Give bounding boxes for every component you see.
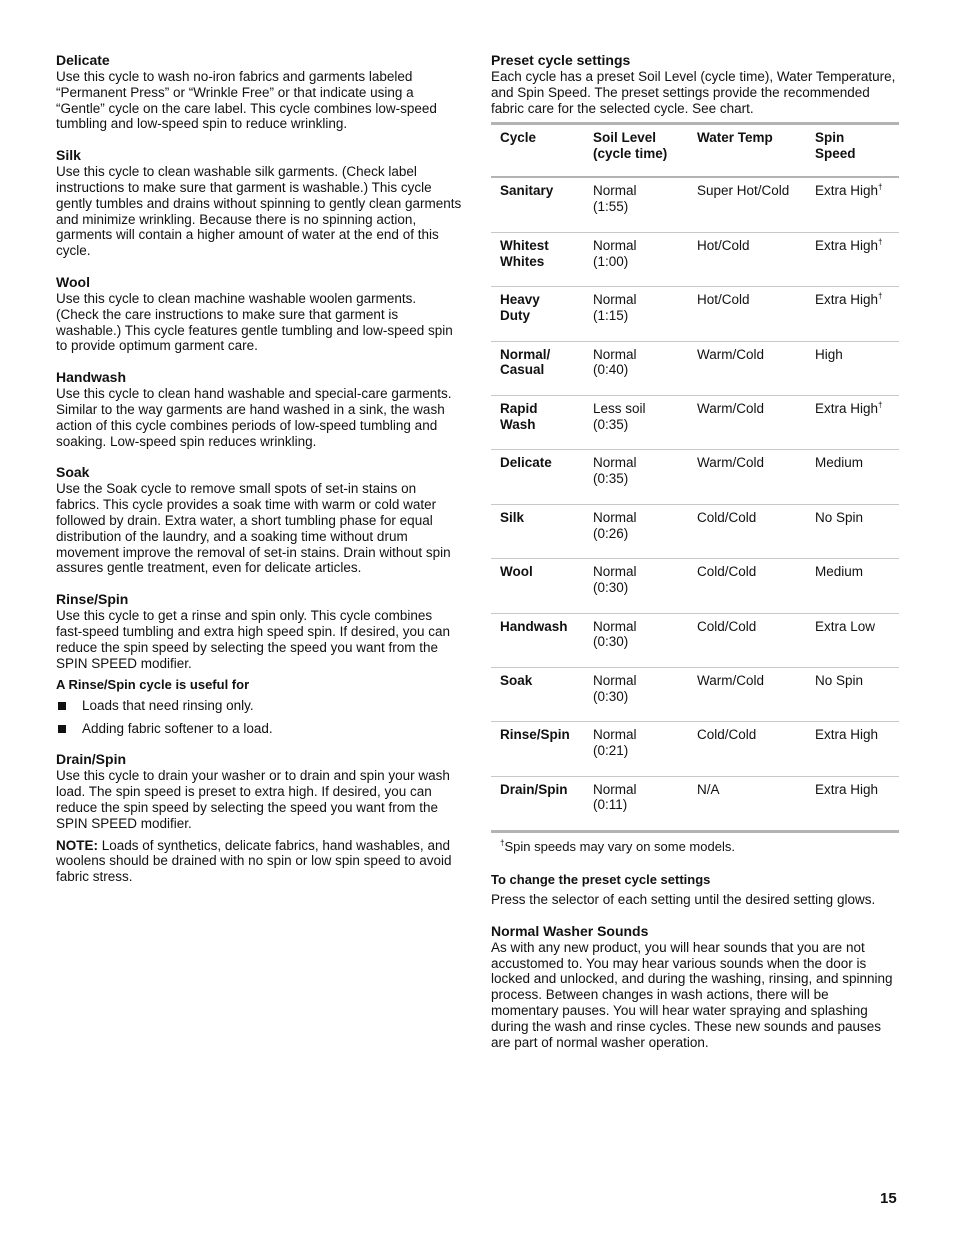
rinse-spin-list xyxy=(56,698,462,737)
cell-soil-level: Normal (0:35) xyxy=(593,455,637,487)
cell-water-temp: Cold/Cold xyxy=(697,727,757,743)
section-body: Use this cycle to clean hand washable and special-care garments. Similar to the way garments are hand washed in a sink, the wash action of this cycle combines periods of low-speed tumbling and soaking. Low-speed spin reduces wrinkling. xyxy=(56,386,452,449)
cell-spin-speed: High xyxy=(815,346,843,362)
cell-spin-speed: Extra High† xyxy=(815,400,883,416)
section-rinse-spin xyxy=(56,591,462,737)
cell-soil-level: Normal (0:21) xyxy=(593,727,637,759)
table-row xyxy=(491,232,899,286)
table-row xyxy=(491,177,899,232)
section-body: Use this cycle to wash no-iron fabrics and garments labeled “Permanent Press” or “Wrinkle Free” or that indicate using a “Gentle” cycle on the care label. This cycle combines low-speed tumbling and low-speed spin to reduce wrinkling. xyxy=(56,69,437,132)
preset-title: Preset cycle settings xyxy=(491,52,631,68)
cell-water-temp: Warm/Cold xyxy=(697,672,765,688)
cell-soil-level: Less soil (0:35) xyxy=(593,400,646,432)
section-delicate xyxy=(56,52,462,132)
table-row xyxy=(491,559,899,613)
section-title: Silk xyxy=(56,147,81,164)
cell-water-temp: Hot/Cold xyxy=(697,237,750,253)
cell-water-temp: Cold/Cold xyxy=(697,564,757,580)
cell-soil-level: Normal (1:15) xyxy=(593,292,637,323)
table-row xyxy=(491,504,899,558)
header-cycle: Cycle xyxy=(500,130,537,146)
dagger-mark: † xyxy=(500,838,505,848)
cell-cycle: Handwash xyxy=(500,618,568,634)
cell-spin-speed: Extra High† xyxy=(815,237,883,253)
cell-water-temp: N/A xyxy=(697,781,720,797)
section-title: Rinse/Spin xyxy=(56,591,129,608)
cell-cycle: Heavy Duty xyxy=(500,292,540,323)
table-row xyxy=(491,722,899,776)
list-item-text: Adding fabric softener to a load. xyxy=(82,721,273,737)
change-settings-body: Press the selector of each setting until the desired setting glows. xyxy=(491,892,876,908)
section-drain-spin xyxy=(56,751,462,885)
dagger-mark: † xyxy=(878,400,883,410)
cell-water-temp: Warm/Cold xyxy=(697,400,765,416)
washer-sounds-title: Normal Washer Sounds xyxy=(491,922,649,939)
cell-cycle: Drain/Spin xyxy=(500,781,568,797)
cell-soil-level: Normal (0:40) xyxy=(593,346,637,378)
section-body: Use the Soak cycle to remove small spots of set-in stains on fabrics. This cycle provides a soak time with warm or cold water followed by drain. Extra water, a short tumbling phase for equal distribution of the laundry, and a soaking time without drum movement improve the removal of set-in stains. Drain without spin assures gentle treatment, even for delicate articles. xyxy=(56,481,451,576)
dagger-mark: † xyxy=(878,182,883,192)
note-text: Loads of synthetics, delicate fabrics, hand washables, and woolens should be drained with no spin or low spin speed to avoid fabric stress. xyxy=(56,837,452,885)
list-item xyxy=(56,721,462,737)
header-water-temp: Water Temp xyxy=(697,130,773,146)
cell-soil-level: Normal (0:30) xyxy=(593,618,637,650)
cell-cycle: Whitest Whites xyxy=(500,237,549,269)
table-header-row xyxy=(491,124,899,178)
cell-spin-speed: Extra High xyxy=(815,781,879,797)
cell-cycle: Rapid Wash xyxy=(500,400,538,432)
cell-water-temp: Super Hot/Cold xyxy=(697,183,790,199)
cell-soil-level: Normal (1:00) xyxy=(593,237,637,269)
cell-soil-level: Normal (0:30) xyxy=(593,564,637,595)
list-item-text: Loads that need rinsing only. xyxy=(82,698,254,714)
cell-water-temp: Cold/Cold xyxy=(697,618,757,634)
section-wool xyxy=(56,274,462,354)
section-body: Use this cycle to drain your washer or to drain and spin your wash load. The spin speed is preset to extra high. If desired, you can reduce the spin speed by selecting the speed you want from the SPIN SPEED modifier. xyxy=(56,768,450,831)
section-title: Drain/Spin xyxy=(56,751,127,768)
cell-soil-level: Normal (0:30) xyxy=(593,672,637,704)
preset-cycle-table xyxy=(491,122,899,833)
cell-cycle: Normal/ Casual xyxy=(500,346,551,378)
section-body: Use this cycle to get a rinse and spin only. This cycle combines fast-speed tumbling and extra high speed spin. If desired, you can reduce the spin speed by selecting the speed you want from the SPIN SPEED modifier. xyxy=(56,608,450,671)
header-soil-level: Soil Level (cycle time) xyxy=(593,130,668,162)
cell-spin-speed: Extra High† xyxy=(815,291,883,308)
rinse-spin-subhead: A Rinse/Spin cycle is useful for xyxy=(56,677,250,693)
section-body: Use this cycle to clean washable silk garments. (Check label instructions to make sure that garment is washable.) This cycle gently tumbles and drains without spinning to gently clean garments and minimize wrinkling. Because there is no spinning action, garments will contain a higher amount of water at the end of this cycle. xyxy=(56,164,462,259)
table-row xyxy=(491,395,899,449)
right-column xyxy=(491,52,899,1050)
cell-spin-speed: Extra High† xyxy=(815,182,883,199)
cell-cycle: Wool xyxy=(500,564,533,580)
cell-water-temp: Hot/Cold xyxy=(697,292,750,308)
table-row xyxy=(491,613,899,667)
cell-soil-level: Normal (0:26) xyxy=(593,509,637,541)
cell-spin-speed: No Spin xyxy=(815,672,864,688)
change-settings-title: To change the preset cycle settings xyxy=(491,872,711,888)
washer-sounds-body: As with any new product, you will hear sounds that you are not accustomed to. You may hear various sounds when the door is locked and unlocked, and during the washing, rinsing, and spinning process. Between changes in wash actions, there will be momentary pauses. You will hear water spraying and splashing during the wash and rinse cycles. These new sounds and pauses are part of normal washer operation. xyxy=(491,939,893,1050)
dagger-mark: † xyxy=(878,291,883,301)
cell-spin-speed: Medium xyxy=(815,564,864,580)
table-row xyxy=(491,341,899,395)
section-body: Use this cycle to clean machine washable woolen garments. (Check the care instructions to make sure that garment is washable.) This cycle features gentle tumbling and low-speed spin to provide optimum garment care. xyxy=(56,290,453,354)
cell-cycle: Delicate xyxy=(500,455,552,471)
section-silk xyxy=(56,147,462,259)
cell-water-temp: Warm/Cold xyxy=(697,455,765,471)
cell-cycle: Silk xyxy=(500,509,525,525)
cell-cycle: Soak xyxy=(500,672,533,688)
cell-water-temp: Warm/Cold xyxy=(697,346,765,362)
section-soak xyxy=(56,464,462,576)
cell-spin-speed: Extra Low xyxy=(815,618,876,634)
square-bullet-icon xyxy=(58,725,66,733)
note-label: NOTE: xyxy=(56,837,98,853)
page-number: 15 xyxy=(880,1190,897,1207)
drain-spin-note xyxy=(56,838,462,885)
cell-spin-speed: Medium xyxy=(815,455,864,471)
section-title: Wool xyxy=(56,273,90,290)
section-title: Handwash xyxy=(56,369,127,386)
cell-water-temp: Cold/Cold xyxy=(697,509,757,525)
dagger-mark: † xyxy=(878,237,883,247)
cell-soil-level: Normal (1:55) xyxy=(593,183,637,215)
header-spin-speed: Spin Speed xyxy=(815,130,856,162)
table-body xyxy=(491,177,899,831)
table-footnote xyxy=(500,839,899,855)
section-handwash xyxy=(56,369,462,449)
table-row xyxy=(491,667,899,721)
cell-spin-speed: Extra High xyxy=(815,727,879,743)
left-column xyxy=(56,52,462,900)
cell-cycle: Sanitary xyxy=(500,183,554,199)
section-title: Delicate xyxy=(56,52,110,68)
square-bullet-icon xyxy=(58,702,66,710)
list-item xyxy=(56,698,462,714)
cell-soil-level: Normal (0:11) xyxy=(593,781,637,813)
preset-body: Each cycle has a preset Soil Level (cycle time), Water Temperature, and Spin Speed. The preset settings provide the recommended fabric care for the selected cycle. See chart. xyxy=(491,69,896,116)
footnote-text: Spin speeds may vary on some models. xyxy=(504,839,735,855)
table-row xyxy=(491,287,899,341)
cell-spin-speed: No Spin xyxy=(815,509,864,525)
table-row xyxy=(491,450,899,504)
cell-cycle: Rinse/Spin xyxy=(500,727,570,743)
section-title: Soak xyxy=(56,464,90,481)
table-row xyxy=(491,776,899,831)
